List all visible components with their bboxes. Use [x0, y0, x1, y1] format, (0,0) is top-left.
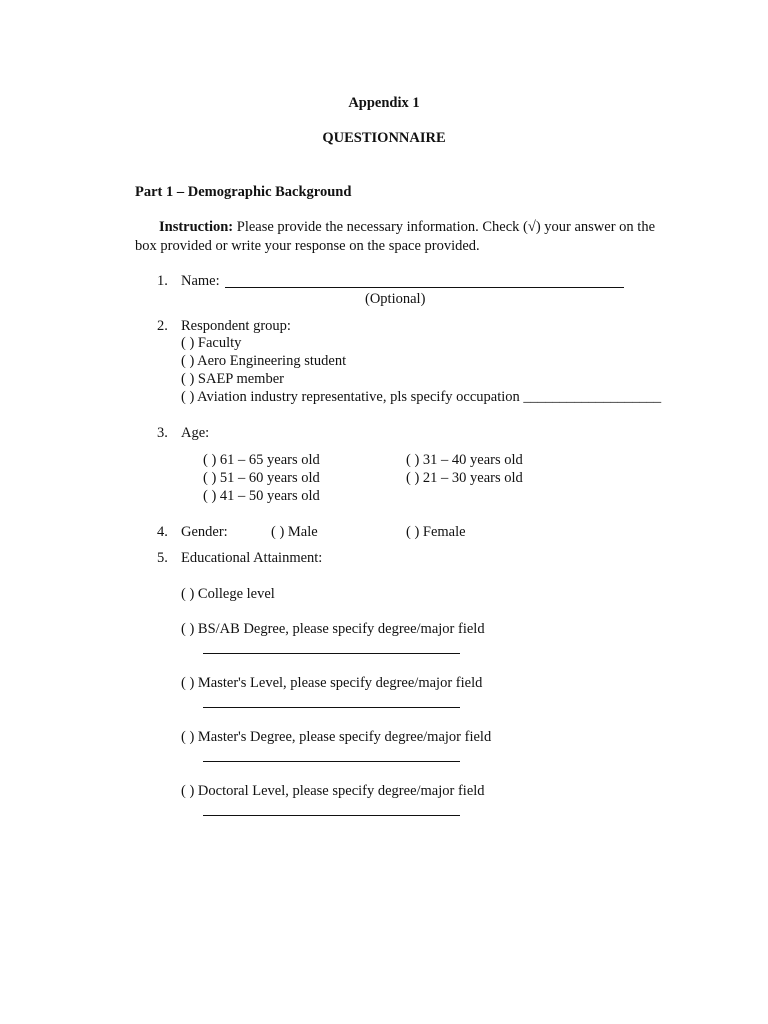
- option-bs-ab-degree[interactable]: ( ) BS/AB Degree, please specify degree/major field: [181, 621, 485, 637]
- instruction-line-2: box provided or write your response on the space provided.: [135, 238, 480, 254]
- option-college-level[interactable]: ( ) College level: [181, 586, 275, 602]
- q5-label: Educational Attainment:: [181, 550, 323, 566]
- option-age-31-40[interactable]: ( ) 31 – 40 years old: [406, 452, 523, 468]
- q5-number: 5.: [157, 550, 168, 566]
- option-aero-engineering-student[interactable]: ( ) Aero Engineering student: [181, 353, 347, 369]
- q2-number: 2.: [157, 318, 168, 334]
- option-age-21-30[interactable]: ( ) 21 – 30 years old: [406, 470, 523, 486]
- q4-number: 4.: [157, 524, 168, 540]
- masters-level-field[interactable]: [203, 707, 460, 708]
- option-male[interactable]: ( ) Male: [271, 524, 318, 540]
- option-age-51-60[interactable]: ( ) 51 – 60 years old: [203, 470, 320, 486]
- option-masters-degree[interactable]: ( ) Master's Degree, please specify degree/major field: [181, 729, 492, 745]
- doctoral-level-field[interactable]: [203, 815, 460, 816]
- questionnaire-title: QUESTIONNAIRE: [322, 130, 446, 146]
- bs-ab-degree-field[interactable]: [203, 653, 460, 654]
- instruction-line-1: [159, 218, 655, 236]
- q4-label: Gender:: [181, 524, 228, 540]
- option-doctoral-level[interactable]: ( ) Doctoral Level, please specify degree/major field: [181, 783, 485, 799]
- name-optional-note: (Optional): [365, 291, 426, 307]
- option-masters-level[interactable]: ( ) Master's Level, please specify degree/major field: [181, 675, 483, 691]
- q3-number: 3.: [157, 425, 168, 441]
- option-age-61-65[interactable]: ( ) 61 – 65 years old: [203, 452, 320, 468]
- instruction-label: Instruction:: [159, 219, 234, 235]
- name-field[interactable]: [225, 287, 624, 288]
- appendix-title: Appendix 1: [348, 95, 420, 111]
- option-age-41-50[interactable]: ( ) 41 – 50 years old: [203, 488, 320, 504]
- option-female[interactable]: ( ) Female: [406, 524, 466, 540]
- masters-degree-field[interactable]: [203, 761, 460, 762]
- q3-label: Age:: [181, 425, 210, 441]
- q2-label: Respondent group:: [181, 318, 291, 334]
- part1-heading: Part 1 – Demographic Background: [135, 184, 352, 200]
- option-saep-member[interactable]: ( ) SAEP member: [181, 371, 284, 387]
- option-faculty[interactable]: ( ) Faculty: [181, 335, 242, 351]
- q1-number: 1.: [157, 273, 168, 289]
- q1-label: Name:: [181, 273, 220, 289]
- instruction-text-1: Please provide the necessary information. Check (√) your answer on the: [236, 219, 656, 235]
- option-aviation-industry-representative[interactable]: ( ) Aviation industry representative, pls specify occupation ___________________: [181, 389, 662, 405]
